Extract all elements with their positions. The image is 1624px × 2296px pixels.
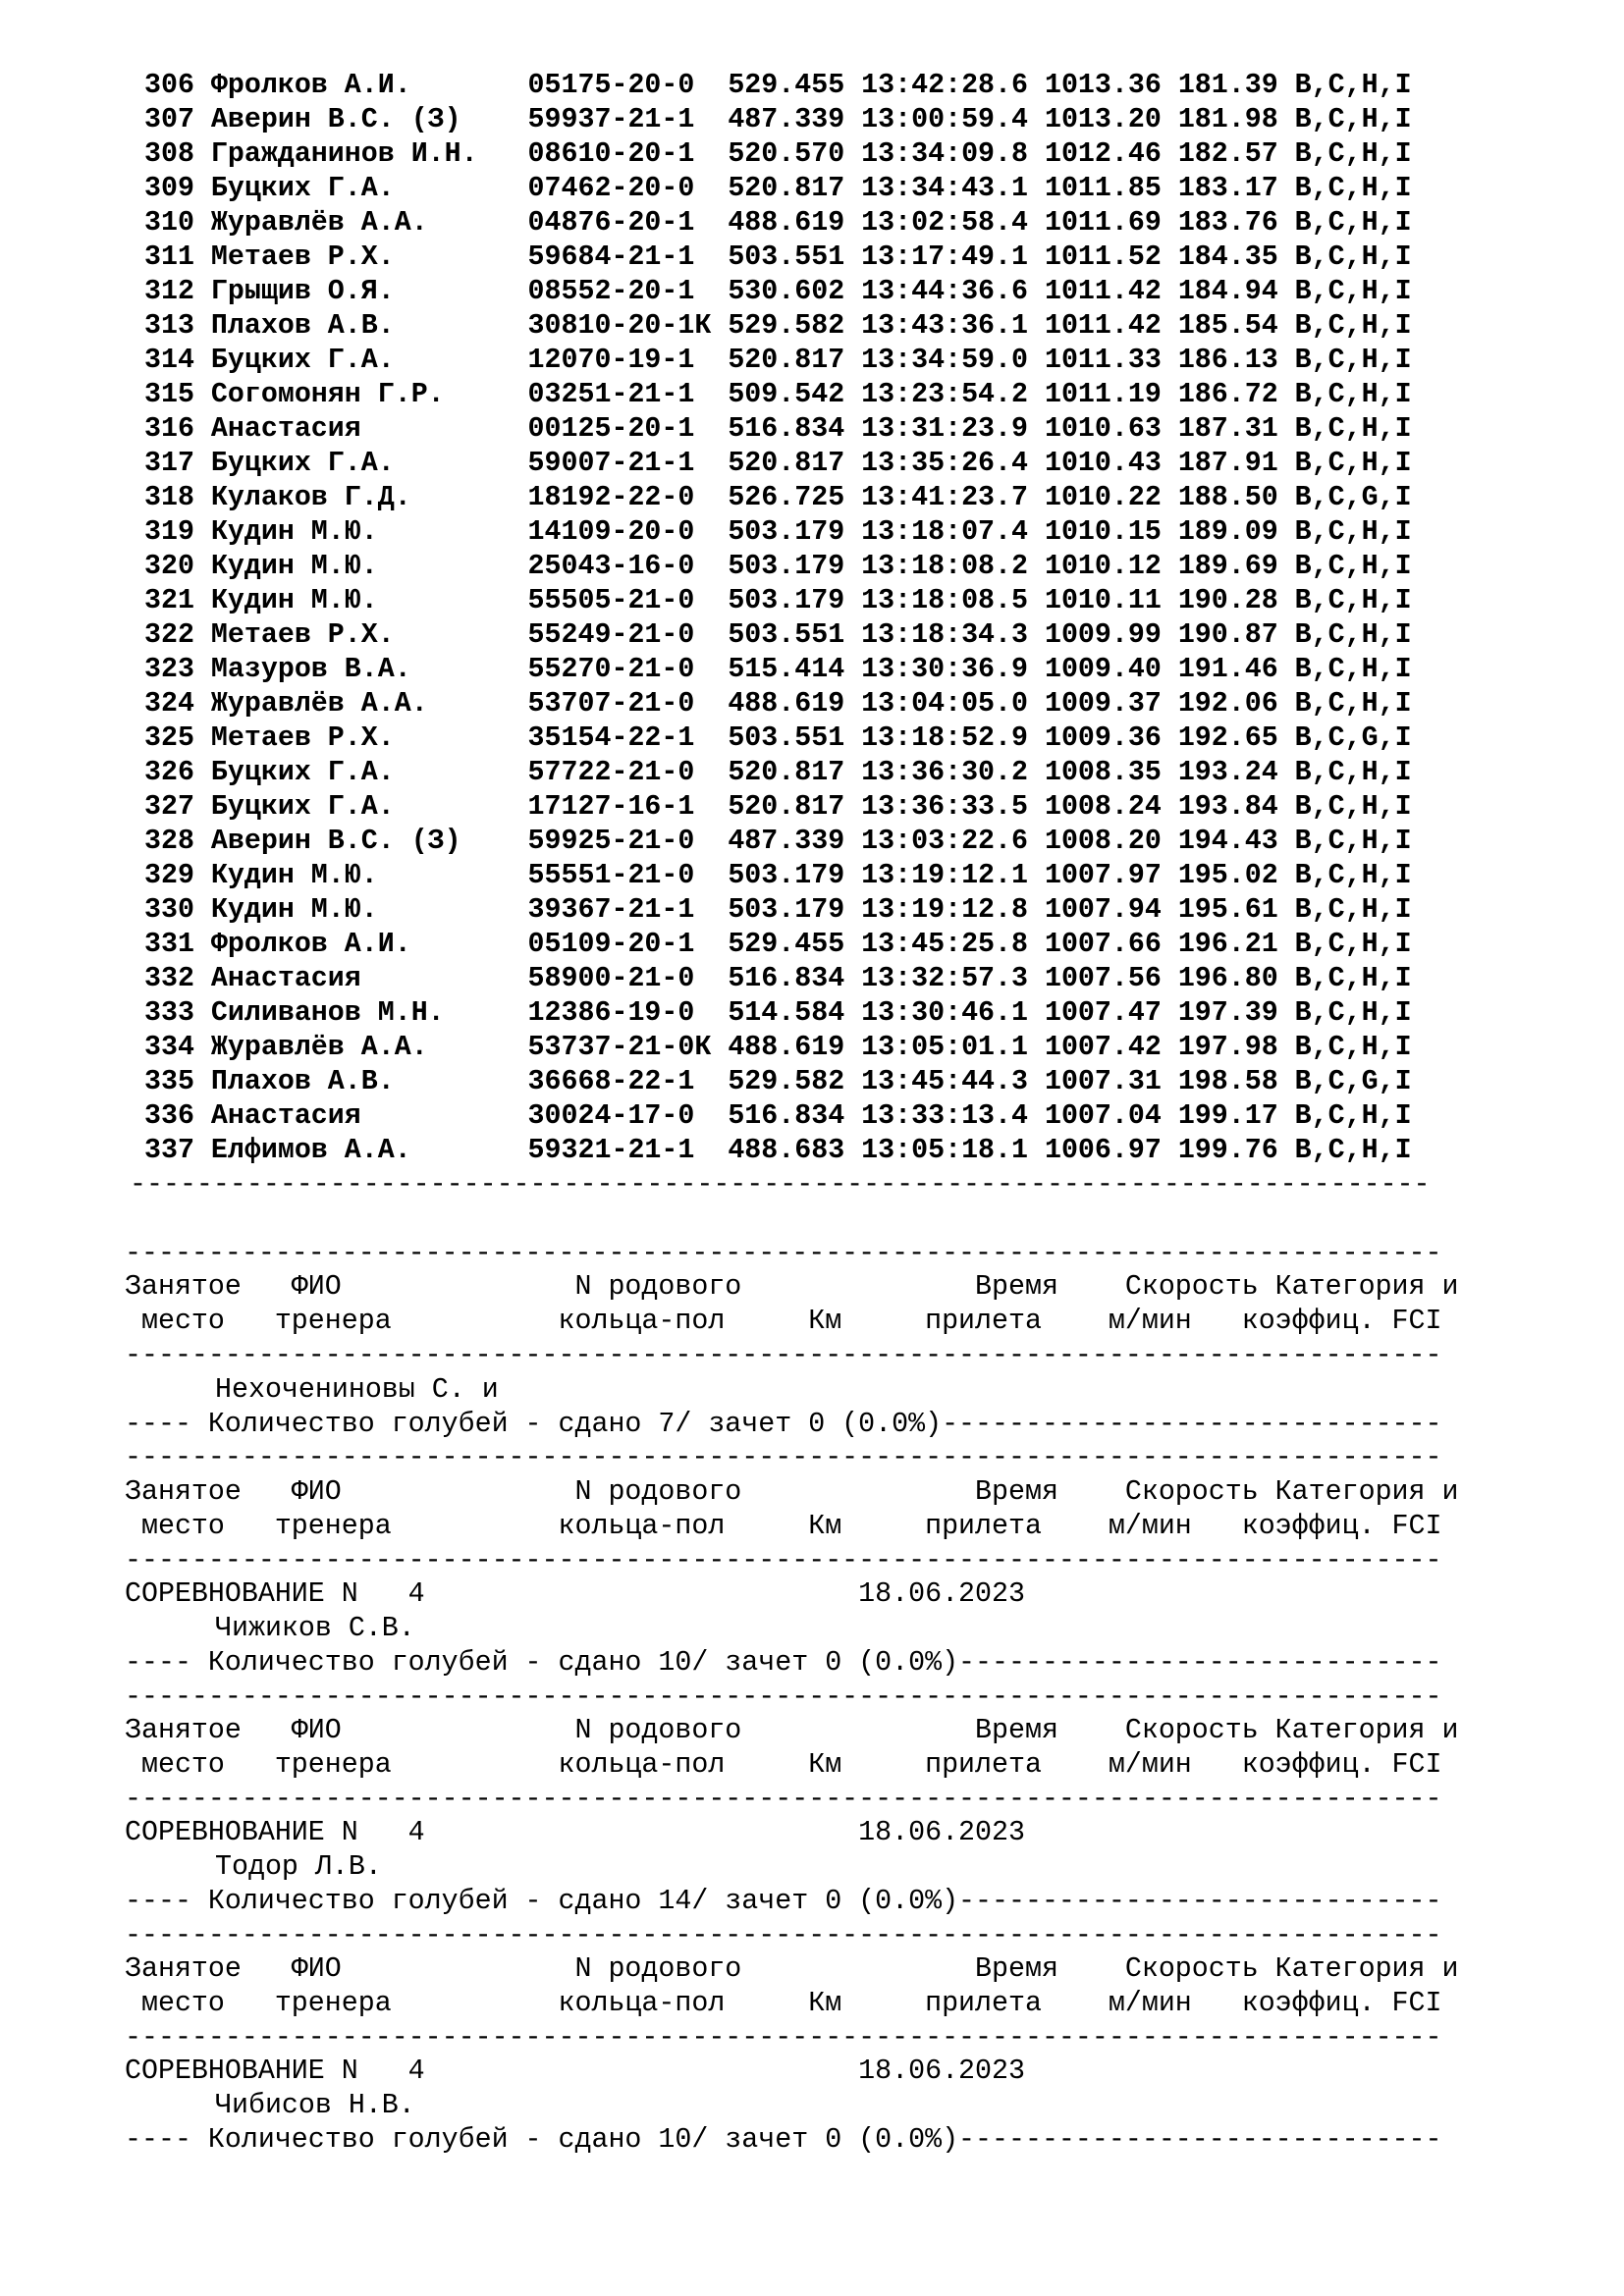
header-top-rule: ------------------------------------------------------------------------------- <box>125 1238 1442 1269</box>
result-row: 336 Анастасия 30024-17-0 516.834 13:33:13.4 1007.04 199.17 B,C,H,I <box>144 1100 1412 1132</box>
result-row: 309 Буцких Г.А. 07462-20-0 520.817 13:34:43.1 1011.85 183.17 B,C,H,I <box>144 173 1412 204</box>
result-row: 327 Буцких Г.А. 17127-16-1 520.817 13:36:33.5 1008.24 193.84 B,C,H,I <box>144 791 1412 823</box>
result-row: 311 Метаев Р.Х. 59684-21-1 503.551 13:17:49.1 1011.52 184.35 B,C,H,I <box>144 241 1412 273</box>
header-bottom-rule: ------------------------------------------------------------------------------- <box>125 2022 1442 2054</box>
result-row: 306 Фролков А.И. 05175-20-0 529.455 13:42:28.6 1013.36 181.39 B,C,H,I <box>144 70 1412 101</box>
header-top-rule: ------------------------------------------------------------------------------- <box>125 1920 1442 1951</box>
column-header-line-1: Занятое ФИО N родового Время Скорость Категория и <box>125 1715 1459 1746</box>
header-bottom-rule: ------------------------------------------------------------------------------- <box>125 1784 1442 1815</box>
result-row: 331 Фролков А.И. 05109-20-1 529.455 13:45:25.8 1007.66 196.21 B,C,H,I <box>144 929 1412 960</box>
result-row: 319 Кудин М.Ю. 14109-20-0 503.179 13:18:07.4 1010.15 189.09 B,C,H,I <box>144 516 1412 548</box>
result-row: 312 Грыщив О.Я. 08552-20-1 530.602 13:44:36.6 1011.42 184.94 B,C,H,I <box>144 276 1412 307</box>
result-row: 322 Метаев Р.Х. 55249-21-0 503.551 13:18:34.3 1009.99 190.87 B,C,H,I <box>144 619 1412 651</box>
result-row: 308 Гражданинов И.Н. 08610-20-1 520.570 13:34:09.8 1012.46 182.57 B,C,H,I <box>144 138 1412 170</box>
result-row: 313 Плахов А.В. 30810-20-1К 529.582 13:43:36.1 1011.42 185.54 B,C,H,I <box>144 310 1412 342</box>
result-row: 321 Кудин М.Ю. 55505-21-0 503.179 13:18:08.5 1010.11 190.28 B,C,H,I <box>144 585 1412 616</box>
column-header-line-1: Занятое ФИО N родового Время Скорость Категория и <box>125 1953 1459 1985</box>
pigeon-count-line: ---- Количество голубей - сдано 7/ зачет 0 (0.0%)------------------------------ <box>125 1409 1442 1440</box>
result-row: 325 Метаев Р.Х. 35154-22-1 503.551 13:18:52.9 1009.36 192.65 B,C,G,I <box>144 722 1412 754</box>
column-header-line-1: Занятое ФИО N родового Время Скорость Категория и <box>125 1476 1459 1508</box>
coach-name: Нехочениновы С. и <box>215 1374 499 1406</box>
result-row: 320 Кудин М.Ю. 25043-16-0 503.179 13:18:08.2 1010.12 189.69 B,C,H,I <box>144 551 1412 582</box>
pigeon-count-line: ---- Количество голубей - сдано 10/ зачет 0 (0.0%)----------------------------- <box>125 2124 1442 2156</box>
result-row: 307 Аверин В.С. (З) 59937-21-1 487.339 13:00:59.4 1013.20 181.98 B,C,H,I <box>144 104 1412 135</box>
coach-name: Чибисов Н.В. <box>215 2090 415 2121</box>
result-row: 314 Буцких Г.А. 12070-19-1 520.817 13:34:59.0 1011.33 186.13 B,C,H,I <box>144 345 1412 376</box>
column-header-line-2: место тренера кольца-пол Км прилета м/мин коэффиц. FCI <box>125 1306 1442 1337</box>
header-top-rule: ------------------------------------------------------------------------------- <box>125 1442 1442 1473</box>
result-row: 324 Журавлёв А.А. 53707-21-0 488.619 13:04:05.0 1009.37 192.06 B,C,H,I <box>144 688 1412 720</box>
result-row: 334 Журавлёв А.А. 53737-21-0К 488.619 13:05:01.1 1007.42 197.98 B,C,H,I <box>144 1032 1412 1063</box>
result-row: 332 Анастасия 58900-21-0 516.834 13:32:57.3 1007.56 196.80 B,C,H,I <box>144 963 1412 994</box>
competition-title: СОРЕВНОВАНИЕ N 4 18.06.2023 <box>125 2056 1025 2087</box>
column-header-line-2: место тренера кольца-пол Км прилета м/мин коэффиц. FCI <box>125 1749 1442 1781</box>
pigeon-count-line: ---- Количество голубей - сдано 14/ зачет 0 (0.0%)----------------------------- <box>125 1886 1442 1917</box>
competition-title: СОРЕВНОВАНИЕ N 4 18.06.2023 <box>125 1578 1025 1610</box>
result-row: 335 Плахов А.В. 36668-22-1 529.582 13:45:44.3 1007.31 198.58 B,C,G,I <box>144 1066 1412 1097</box>
result-row: 315 Согомонян Г.Р. 03251-21-1 509.542 13:23:54.2 1011.19 186.72 B,C,H,I <box>144 379 1412 410</box>
column-header-line-2: место тренера кольца-пол Км прилета м/мин коэффиц. FCI <box>125 1988 1442 2019</box>
coach-name: Тодор Л.В. <box>215 1851 382 1883</box>
header-top-rule: ------------------------------------------------------------------------------- <box>125 1682 1442 1713</box>
result-row: 329 Кудин М.Ю. 55551-21-0 503.179 13:19:12.1 1007.97 195.02 B,C,H,I <box>144 860 1412 891</box>
result-row: 318 Кулаков Г.Д. 18192-22-0 526.725 13:41:23.7 1010.22 188.50 B,C,G,I <box>144 482 1412 513</box>
column-header-line-2: место тренера кольца-пол Км прилета м/мин коэффиц. FCI <box>125 1511 1442 1542</box>
results-end-separator: ------------------------------------------------------------------------------ <box>130 1169 1431 1201</box>
competition-title: СОРЕВНОВАНИЕ N 4 18.06.2023 <box>125 1817 1025 1848</box>
pigeon-count-line: ---- Количество голубей - сдано 10/ зачет 0 (0.0%)----------------------------- <box>125 1647 1442 1679</box>
result-row: 330 Кудин М.Ю. 39367-21-1 503.179 13:19:12.8 1007.94 195.61 B,C,H,I <box>144 894 1412 926</box>
result-row: 326 Буцких Г.А. 57722-21-0 520.817 13:36:30.2 1008.35 193.24 B,C,H,I <box>144 757 1412 788</box>
result-row: 323 Мазуров В.А. 55270-21-0 515.414 13:30:36.9 1009.40 191.46 B,C,H,I <box>144 654 1412 685</box>
result-row: 333 Силиванов М.Н. 12386-19-0 514.584 13:30:46.1 1007.47 197.39 B,C,H,I <box>144 997 1412 1029</box>
header-bottom-rule: ------------------------------------------------------------------------------- <box>125 1545 1442 1576</box>
header-bottom-rule: ------------------------------------------------------------------------------- <box>125 1340 1442 1371</box>
column-header-line-1: Занятое ФИО N родового Время Скорость Категория и <box>125 1271 1459 1303</box>
result-row: 337 Елфимов А.А. 59321-21-1 488.683 13:05:18.1 1006.97 199.76 B,C,H,I <box>144 1135 1412 1166</box>
result-row: 310 Журавлёв А.А. 04876-20-1 488.619 13:02:58.4 1011.69 183.76 B,C,H,I <box>144 207 1412 239</box>
result-row: 317 Буцких Г.А. 59007-21-1 520.817 13:35:26.4 1010.43 187.91 B,C,H,I <box>144 448 1412 479</box>
result-row: 328 Аверин В.С. (З) 59925-21-0 487.339 13:03:22.6 1008.20 194.43 B,C,H,I <box>144 826 1412 857</box>
coach-name: Чижиков С.В. <box>215 1613 415 1644</box>
result-row: 316 Анастасия 00125-20-1 516.834 13:31:23.9 1010.63 187.31 B,C,H,I <box>144 413 1412 445</box>
